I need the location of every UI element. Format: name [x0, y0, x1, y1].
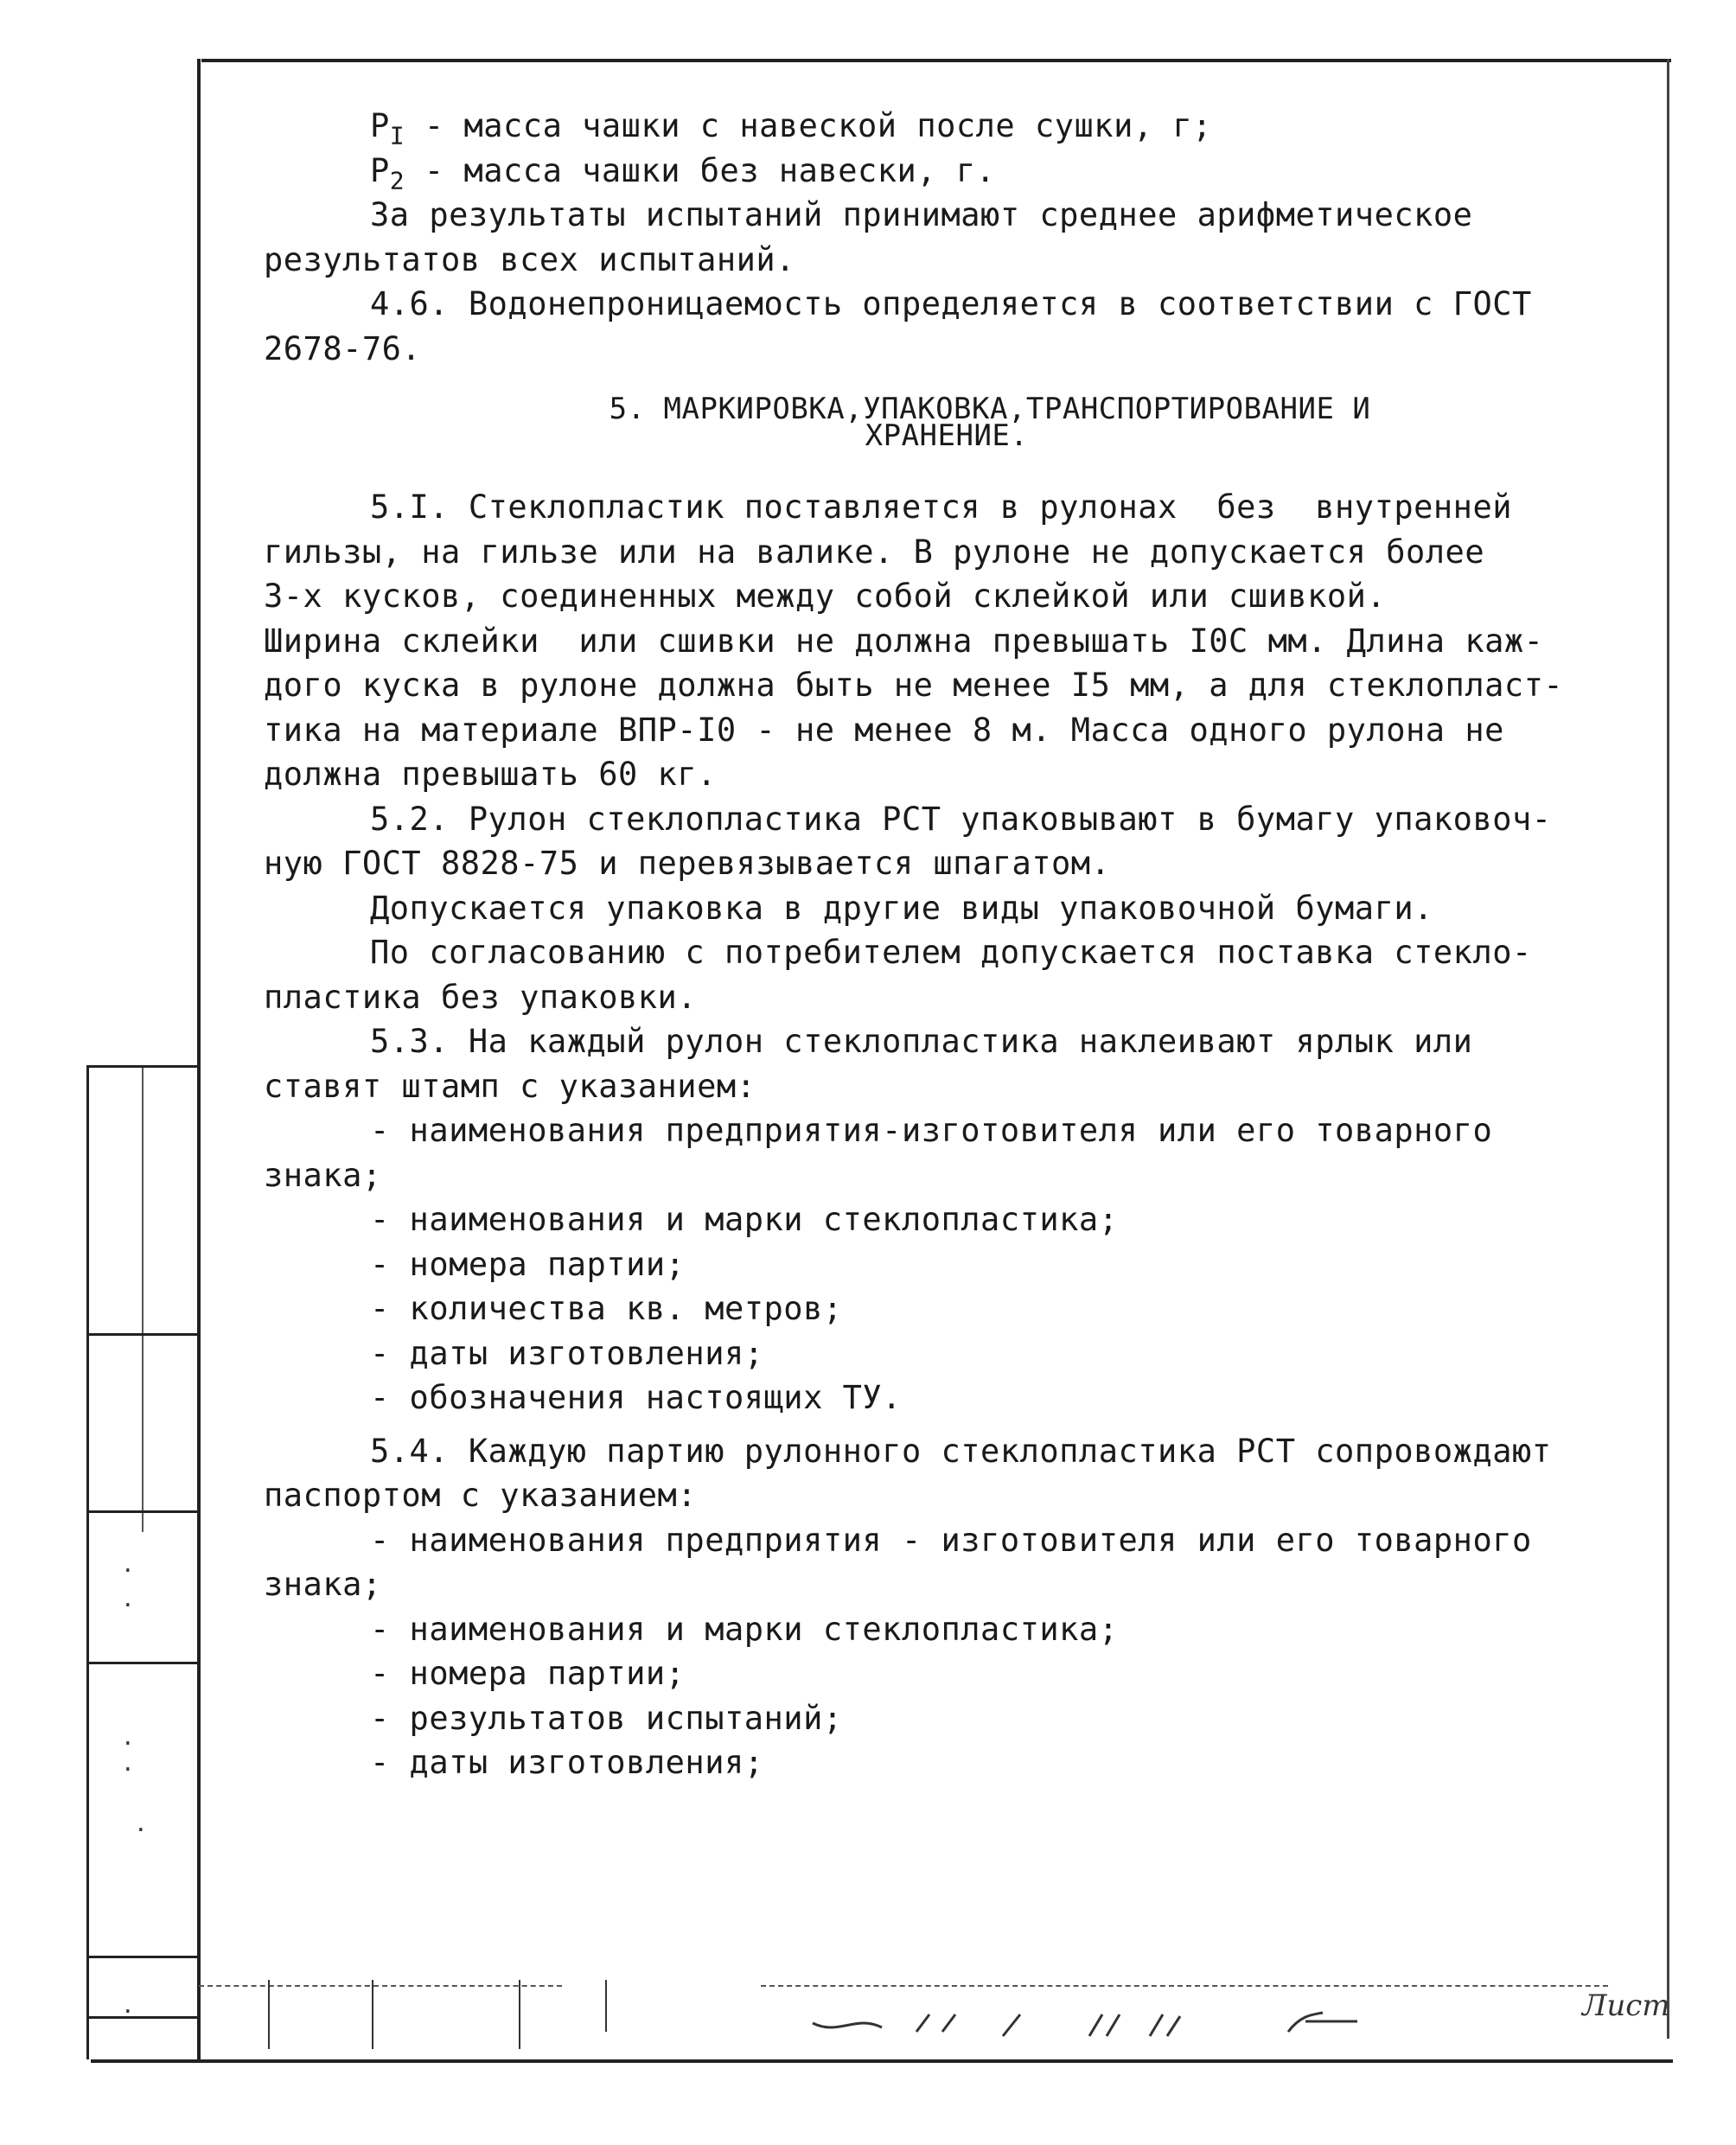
text-line: ную ГОСТ 8828-75 и перевязывается шпагатом. — [264, 845, 1111, 882]
text-line: тика на материале ВПР-I0 - не менее 8 м. Масса одного рулона не — [264, 711, 1504, 749]
frame-right-border — [1667, 59, 1669, 2039]
section-5-4-paragraphs — [264, 1429, 1621, 1785]
margin-mark: · — [134, 1817, 148, 1843]
sheet-label: Лист — [1582, 1989, 1670, 2023]
text-line: паспортом с указанием: — [264, 1477, 698, 1514]
text-line: - наименования предприятия - изготовителя или его товарного — [370, 1521, 1532, 1559]
text-line: За результаты испытаний принимают среднее арифметическое — [370, 196, 1473, 233]
text-line: Допускается упаковка в другие виды упаковочной бумаги. — [370, 889, 1433, 927]
margin-mark: · — [121, 1593, 135, 1618]
text-line: 5.4. Каждую партию рулонного стеклопластика РСТ сопровождают — [370, 1432, 1552, 1470]
margin-mark: · — [121, 1731, 135, 1757]
text-line: ставят штамп с указанием: — [264, 1067, 756, 1105]
frame-top-border — [201, 59, 1671, 62]
section-5-paragraphs — [264, 485, 1621, 1420]
text-line: Ширина склейки или сшивки не должна превышать I0С мм. Длина каж- — [264, 622, 1544, 660]
margin-mark: · — [121, 1558, 135, 1584]
text-line: По согласованию с потребителем допускается поставка стекло- — [370, 934, 1532, 971]
margin-stamp-strip — [86, 1065, 197, 2059]
section-heading: 5. МАРКИРОВКА,УПАКОВКА,ТРАНСПОРТИРОВАНИЕ И — [609, 392, 1371, 426]
frame-left-border — [197, 59, 201, 2060]
text-line: - наименования и марки стеклопластика; — [370, 1201, 1119, 1238]
frame-bottom-border — [91, 2059, 1673, 2063]
text-line: $P_I$ - масса чашки с навеской после сушки, г; — [370, 107, 1212, 150]
text-line: дого куска в рулоне должна быть не менее I5 мм, а для стеклопласт- — [264, 667, 1564, 704]
text-line: - наименования и марки стеклопластика; — [370, 1610, 1119, 1648]
text-line: знака; — [264, 1566, 382, 1603]
text-line: знака; — [264, 1156, 382, 1194]
text-line: - результатов испытаний; — [370, 1699, 843, 1737]
top-paragraphs — [264, 104, 1621, 371]
text-line: - обозначения настоящих ТУ. — [370, 1379, 902, 1416]
text-line: - даты изготовления; — [370, 1744, 764, 1781]
signature-scribble — [804, 1989, 1426, 2049]
text-line: 5.I. Стеклопластик поставляется в рулонах без внутренней — [370, 488, 1513, 526]
text-line: результатов всех испытаний. — [264, 240, 795, 278]
text-line: - номера партии; — [370, 1655, 686, 1692]
text-line: должна превышать 60 кг. — [264, 756, 717, 793]
margin-mark: · — [121, 1999, 135, 2025]
section-heading-continued: ХРАНЕНИЕ. — [865, 418, 1029, 453]
text-line: 5.3. На каждый рулон стеклопластика наклеивают ярлык или — [370, 1023, 1473, 1060]
text-line: гильзы, на гильзе или на валике. В рулоне не допускается более — [264, 533, 1485, 571]
text-line: 3-х кусков, соединенных между собой склейкой или сшивкой. — [264, 578, 1387, 615]
text-line: - даты изготовления; — [370, 1334, 764, 1372]
document-body — [264, 104, 1621, 1785]
text-line: - номера партии; — [370, 1245, 686, 1283]
text-line: 4.6. Водонепроницаемость определяется в соответствии с ГОСТ — [370, 285, 1532, 322]
text-line: 2678-76. — [264, 329, 422, 367]
text-line: 5.2. Рулон стеклопластика РСТ упаковывают в бумагу упаковоч- — [370, 800, 1552, 838]
text-line: пластика без упаковки. — [264, 978, 698, 1016]
margin-mark: · — [121, 1757, 135, 1783]
text-line: $P_2$ - масса чашки без навески, г. — [370, 151, 996, 195]
text-line: - количества кв. метров; — [370, 1290, 843, 1327]
text-line: - наименования предприятия-изготовителя или его товарного — [370, 1112, 1493, 1149]
